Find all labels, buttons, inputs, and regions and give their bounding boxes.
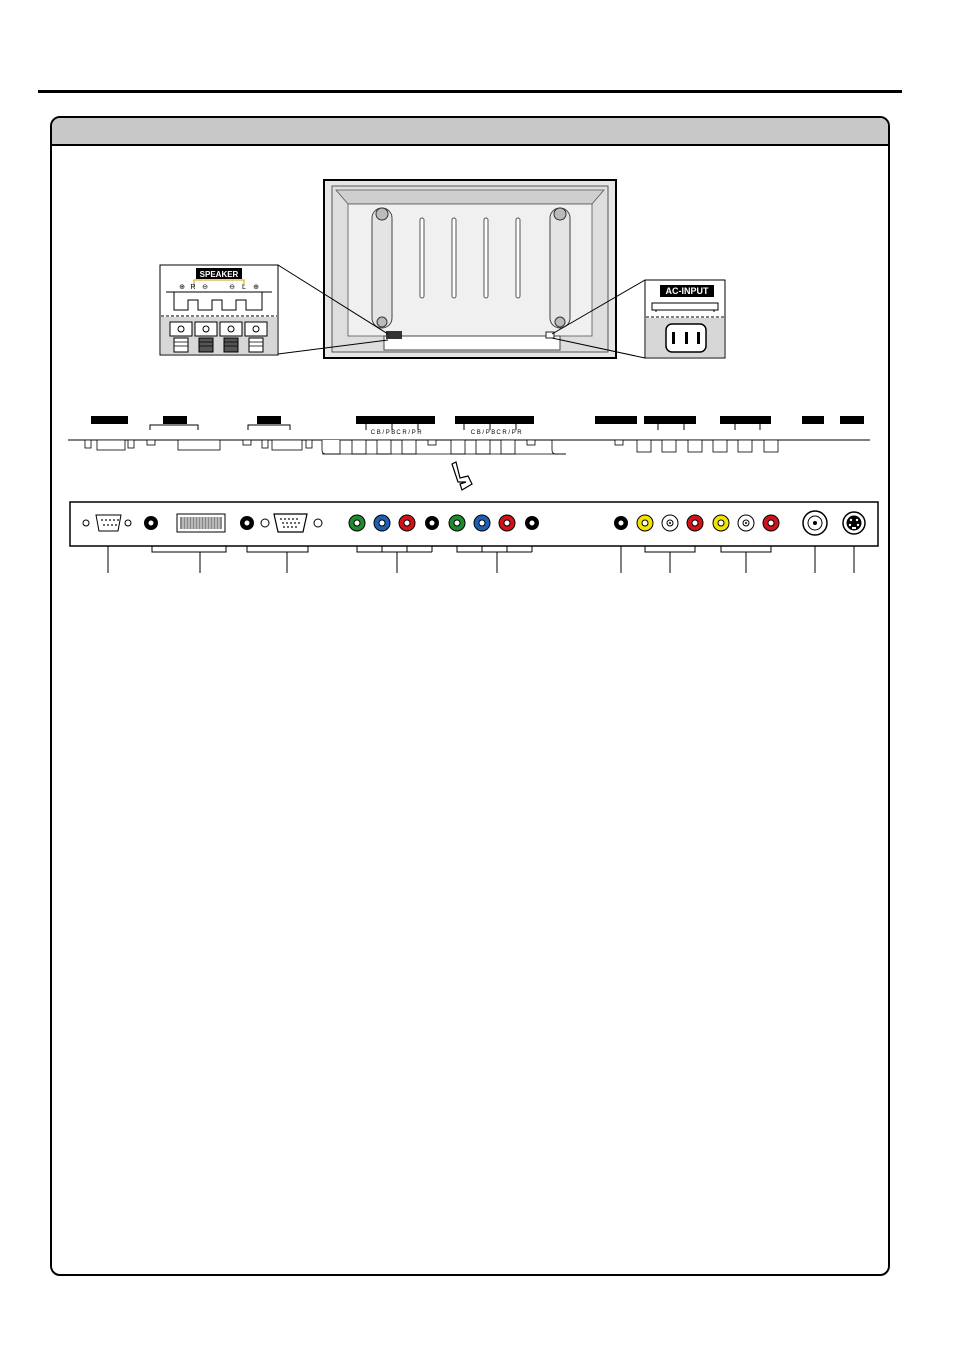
component2-cb-pb-label: C B / P B: [470, 430, 496, 436]
rs232-port-icon: [96, 515, 121, 531]
label-bar-av1: [644, 416, 696, 424]
label-bar-component1: [356, 416, 435, 424]
av2-jacks: [713, 515, 779, 531]
speaker-terminal-plus-l: ⊕: [253, 284, 259, 291]
label-bar-av2: [720, 416, 771, 424]
label-bar-antenna: [802, 416, 824, 424]
component1-cr-pr-label: C R / P R: [396, 430, 422, 436]
speaker-terminal-r: R: [190, 284, 196, 291]
component2-cr-pr-label: C R / P R: [496, 430, 522, 436]
speaker-terminal-plus-r: ⊕: [179, 284, 185, 291]
ac-input-callout: [645, 280, 725, 358]
connector-panel-front-view: [70, 502, 878, 546]
speaker-terminal-l: L: [242, 284, 246, 291]
label-bar-rs232: [91, 416, 128, 424]
zoom-arrow-icon: [452, 462, 472, 490]
ac-input-title: AC-INPUT: [665, 286, 709, 296]
speaker-terminal-callout: [160, 265, 278, 355]
connector-strip-top-view: [68, 416, 870, 454]
component1-cb-pb-label: C B / P B: [370, 430, 396, 436]
label-bar-svideo: [840, 416, 864, 424]
rs232-screw-right: [125, 520, 131, 526]
label-bar-audio-out: [595, 416, 637, 424]
rs232-screw-left: [83, 520, 89, 526]
label-bar-pc: [257, 416, 281, 424]
speaker-title: SPEAKER: [199, 270, 239, 279]
connector-callout-leaders: [108, 546, 854, 573]
speaker-terminal-minus-l: ⊖: [229, 284, 235, 291]
speaker-terminal-minus-r: ⊖: [202, 284, 208, 291]
label-bar-component2: [455, 416, 534, 424]
av1-jacks: [637, 515, 703, 531]
label-bar-dvi: [163, 416, 187, 424]
tv-rear-view: [324, 180, 616, 358]
